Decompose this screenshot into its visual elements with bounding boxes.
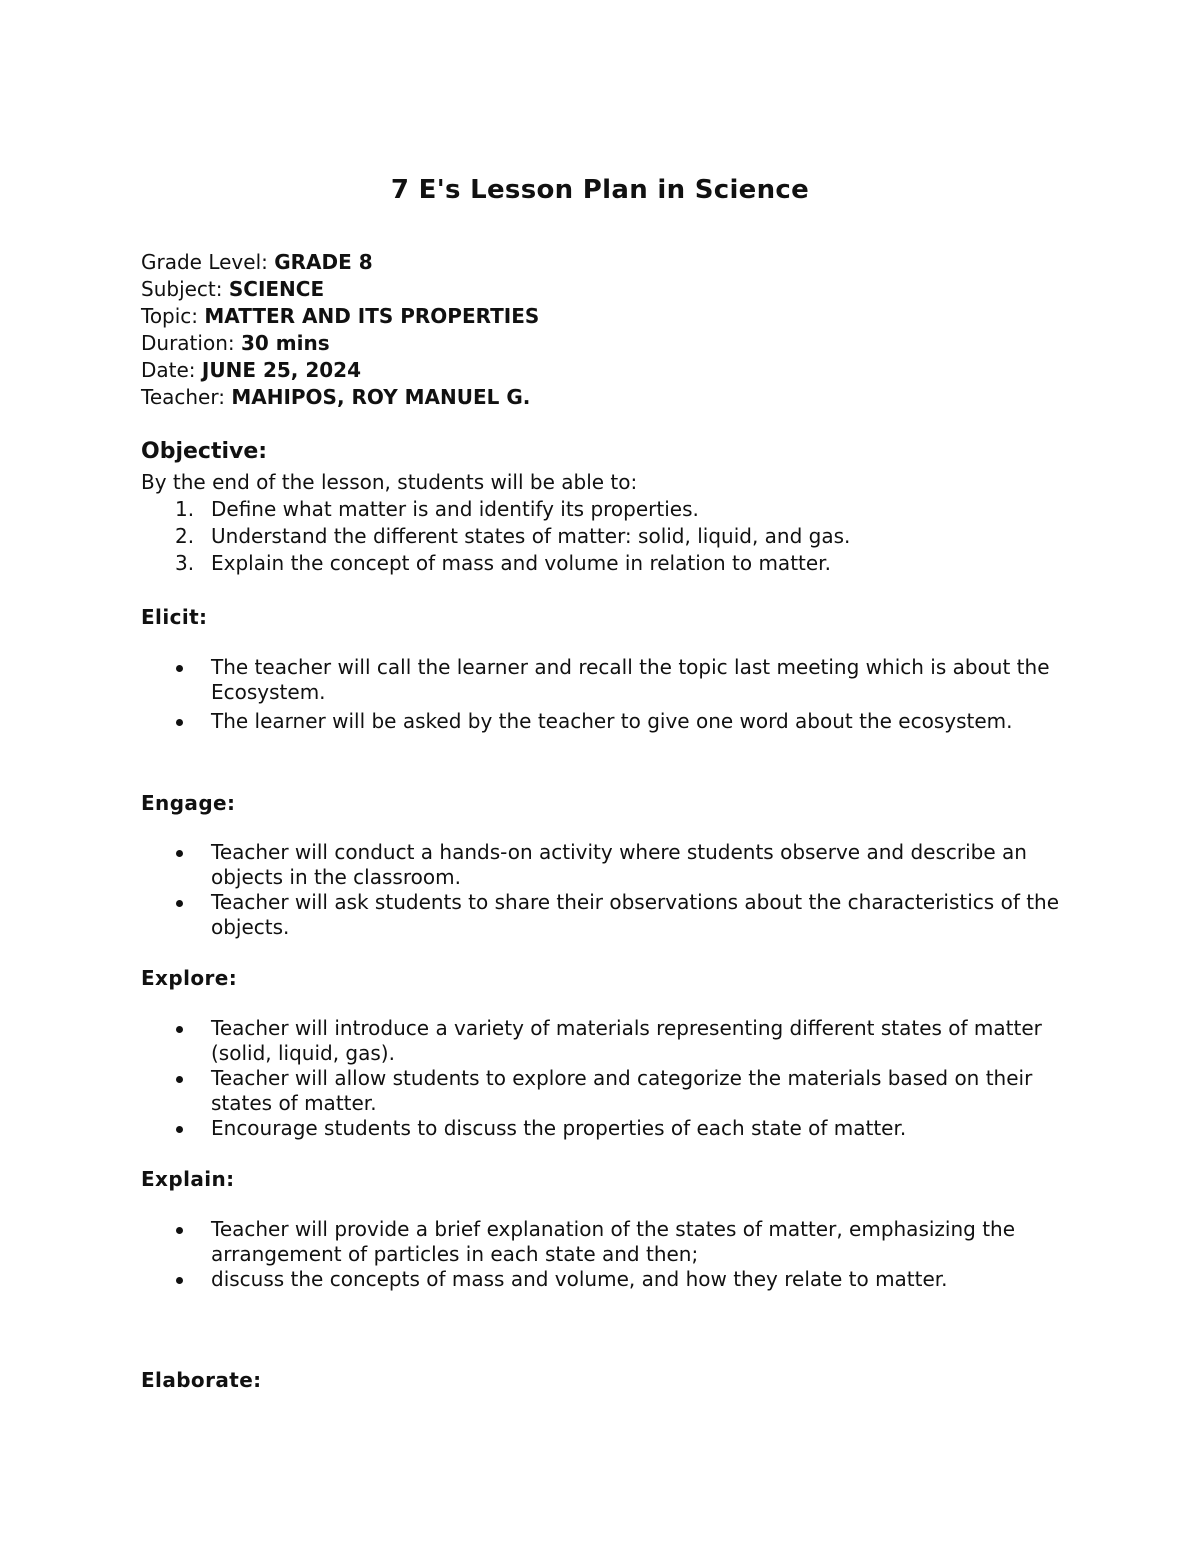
item-text: Teacher will ask students to share their observations about the characteristics of the objects. — [211, 890, 1060, 939]
item-number: 3. — [175, 551, 195, 575]
bullet-icon — [176, 1026, 183, 1033]
detail-value: JUNE 25, 2024 — [201, 358, 362, 382]
objective-intro: By the end of the lesson, students will be able to: — [141, 470, 638, 494]
objective-list — [141, 496, 850, 577]
detail-duration — [141, 330, 539, 357]
detail-value: SCIENCE — [228, 277, 325, 301]
list-item — [141, 1066, 1061, 1116]
detail-label: Subject: — [141, 277, 229, 301]
lesson-details — [141, 249, 539, 411]
elicit-heading: Elicit: — [141, 605, 208, 629]
list-item — [141, 890, 1061, 940]
document-title: 7 E's Lesson Plan in Science — [390, 175, 810, 205]
item-text: discuss the concepts of mass and volume, and how they relate to matter. — [211, 1267, 948, 1291]
engage-list — [141, 840, 1061, 940]
list-item — [141, 523, 850, 550]
detail-teacher — [141, 384, 539, 411]
detail-label: Date: — [141, 358, 202, 382]
detail-label: Duration: — [141, 331, 241, 355]
list-item — [141, 840, 1061, 890]
bullet-icon — [176, 1126, 183, 1133]
list-item — [141, 709, 1061, 734]
detail-value: MAHIPOS, ROY MANUEL G. — [231, 385, 531, 409]
explore-list — [141, 1016, 1061, 1141]
item-text: Teacher will provide a brief explanation of the states of matter, emphasizing the arrangement of particles in each state and then; — [211, 1217, 1016, 1266]
bullet-icon — [176, 1227, 183, 1234]
detail-grade-level — [141, 249, 539, 276]
item-text: Explain the concept of mass and volume in relation to matter. — [211, 551, 831, 575]
objective-heading: Objective: — [141, 439, 268, 464]
list-item — [141, 1267, 1061, 1292]
list-item — [141, 496, 850, 523]
item-number: 1. — [175, 497, 195, 521]
explain-list — [141, 1217, 1061, 1292]
bullet-icon — [176, 665, 183, 672]
list-item — [141, 550, 850, 577]
item-text: Teacher will allow students to explore and categorize the materials based on their states of matter. — [211, 1066, 1033, 1115]
explore-heading: Explore: — [141, 966, 238, 990]
item-text: The teacher will call the learner and recall the topic last meeting which is about the Ecosystem. — [211, 655, 1050, 704]
bullet-icon — [176, 1277, 183, 1284]
item-text: Define what matter is and identify its properties. — [211, 497, 699, 521]
item-text: The learner will be asked by the teacher to give one word about the ecosystem. — [211, 709, 1013, 733]
list-item — [141, 655, 1061, 705]
detail-label: Topic: — [141, 304, 205, 328]
detail-label: Grade Level: — [141, 250, 275, 274]
list-item — [141, 1116, 1061, 1141]
detail-subject — [141, 276, 539, 303]
item-number: 2. — [175, 524, 195, 548]
detail-value: GRADE 8 — [274, 250, 373, 274]
elicit-list — [141, 655, 1061, 734]
engage-heading: Engage: — [141, 791, 236, 815]
list-item — [141, 1217, 1061, 1267]
explain-heading: Explain: — [141, 1167, 235, 1191]
detail-value: 30 mins — [240, 331, 330, 355]
item-text: Teacher will conduct a hands-on activity where students observe and describe an objects in the classroom. — [211, 840, 1027, 889]
list-item — [141, 1016, 1061, 1066]
item-text: Teacher will introduce a variety of materials representing different states of matter (solid, liquid, gas). — [211, 1016, 1042, 1065]
item-text: Encourage students to discuss the properties of each state of matter. — [211, 1116, 907, 1140]
bullet-icon — [176, 719, 183, 726]
elaborate-heading: Elaborate: — [141, 1368, 262, 1392]
detail-topic — [141, 303, 539, 330]
item-text: Understand the different states of matter: solid, liquid, and gas. — [211, 524, 851, 548]
bullet-icon — [176, 900, 183, 907]
bullet-icon — [176, 850, 183, 857]
detail-date — [141, 357, 539, 384]
bullet-icon — [176, 1076, 183, 1083]
detail-value: MATTER AND ITS PROPERTIES — [204, 304, 540, 328]
detail-label: Teacher: — [141, 385, 232, 409]
